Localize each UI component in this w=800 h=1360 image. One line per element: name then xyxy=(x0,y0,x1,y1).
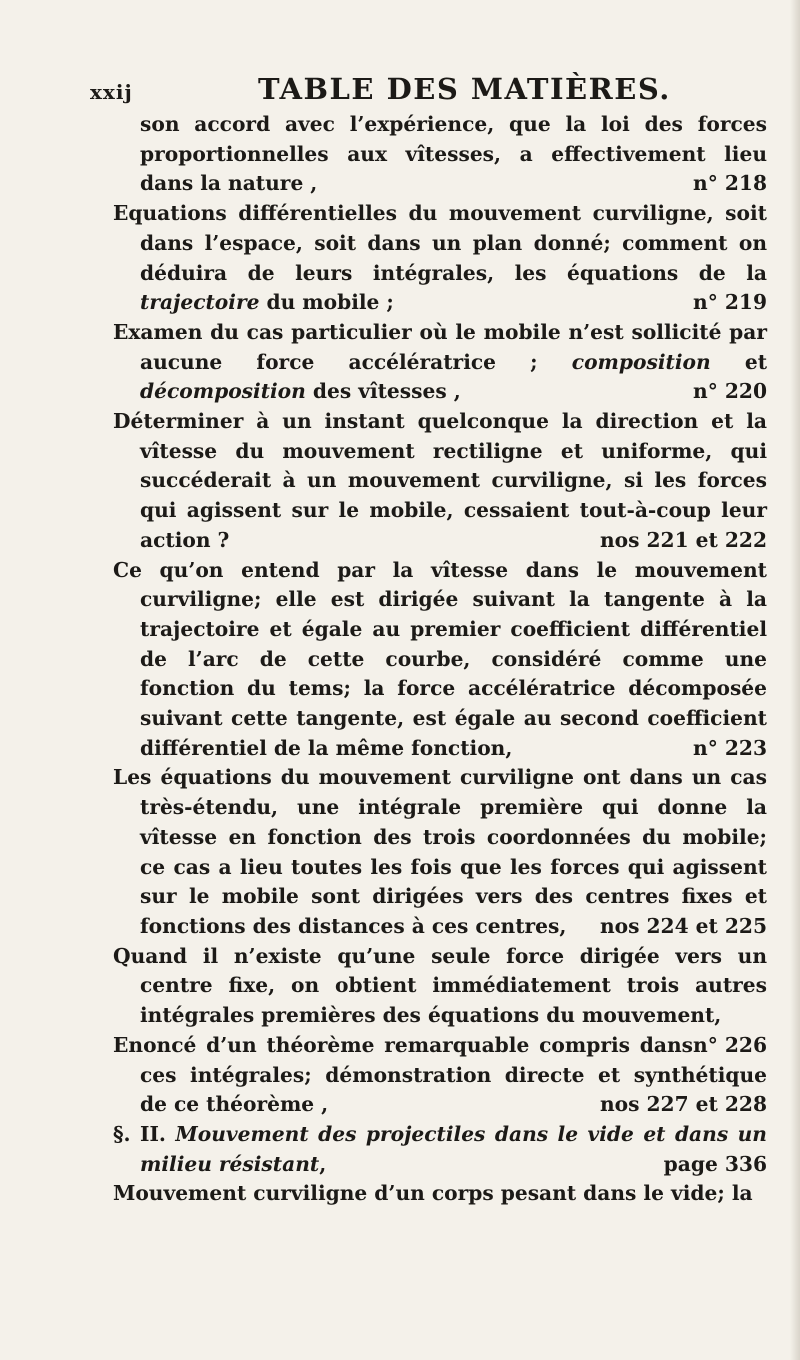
entry-reference: n° 219 xyxy=(693,290,767,315)
entry-text: Equations différentielles du mouvement curviligne, soit dans l’espace, soit dans un plan donné; comment on déduira de leurs intégrales, les équations de la xyxy=(113,201,767,285)
entry-italic-term: trajectoire xyxy=(140,290,260,315)
entry-text: Ce qu’on entend par la vîtesse dans le mouvement curviligne; elle est dirigée suivant la tangente à la trajectoire et égale au premier coefficient différentiel de l’arc de cette courbe, considéré comme une fonction du tems; la force accélératrice décomposée suivant cette tangente, est égale au second coefficient différentiel de la même fonction, xyxy=(113,557,767,760)
page-number: xxij xyxy=(90,80,133,104)
entry-text: Enoncé d’un théorème remarquable compris dans ces intégrales; démonstration directe et synthétique de ce théorème , xyxy=(113,1032,767,1117)
entry-reference: n° 218 xyxy=(693,171,767,196)
entry-text: et xyxy=(744,349,768,374)
entry-text: des vîtesses , xyxy=(312,379,461,404)
toc-entry xyxy=(113,318,767,407)
page-title: TABLE DES MATIÈRES. xyxy=(258,72,671,106)
entry-text: du mobile ; xyxy=(266,290,394,315)
entry-text: Examen du cas particulier où le mobile n’est sollicité par aucune force accélératrice ; xyxy=(113,319,767,374)
toc-entry xyxy=(113,1179,767,1209)
toc-entry xyxy=(113,942,767,1057)
page-edge-shadow xyxy=(790,0,800,1360)
running-header xyxy=(90,72,770,112)
entry-reference: n° 226 xyxy=(693,1032,767,1057)
section-title: Mouvement des projectiles dans le vide et dans un milieu résistant xyxy=(140,1121,767,1176)
toc-section-heading xyxy=(113,1120,767,1179)
toc-entry xyxy=(113,1031,767,1120)
entry-text: Déterminer à un instant quelconque la direction et la vîtesse du mouvement rectiligne et uniforme, qui succéderait à un mouvement curviligne, si les forces qui agissent sur le mobile, cessaient tout-à-coup leur action ? xyxy=(113,409,767,552)
entry-reference: nos 224 et 225 xyxy=(599,913,767,938)
toc-entry xyxy=(113,407,767,556)
toc-entry xyxy=(113,110,767,199)
entry-reference: page 336 xyxy=(663,1151,767,1176)
entry-italic-term: décomposition xyxy=(140,379,306,404)
entry-text: son accord avec l’expérience, que la loi des forces proportionnelles aux vîtesses, a effectivement lieu dans la nature , xyxy=(140,112,767,196)
entry-reference: n° 223 xyxy=(693,735,767,760)
entry-italic-term: composition xyxy=(571,349,711,374)
entry-reference: n° 220 xyxy=(693,379,767,404)
toc-entry xyxy=(113,199,767,318)
entry-reference: nos 227 et 228 xyxy=(599,1092,767,1117)
entry-text: Mouvement curviligne d’un corps pesant dans le vide; la xyxy=(113,1181,753,1206)
entry-reference: nos 221 et 222 xyxy=(599,527,767,552)
entry-text: , xyxy=(319,1151,327,1176)
toc-entry xyxy=(113,763,767,941)
entry-text: Les équations du mouvement curviligne ont dans un cas très-étendu, une intégrale première qui donne la vîtesse en fonction des trois coordonnées du mobile; ce cas a lieu toutes les fois que les forces qui agissent sur le mobile sont dirigées vers des centres fixes et fonctions des distances à ces centres, xyxy=(113,765,767,938)
toc-entry xyxy=(113,556,767,764)
table-of-contents xyxy=(113,110,767,1209)
section-number: §. II. xyxy=(113,1121,166,1146)
entry-text: Quand il n’existe qu’une seule force dirigée vers un centre fixe, on obtient immédiatement trois autres intégrales premières des équations du mouvement, xyxy=(113,943,767,1028)
